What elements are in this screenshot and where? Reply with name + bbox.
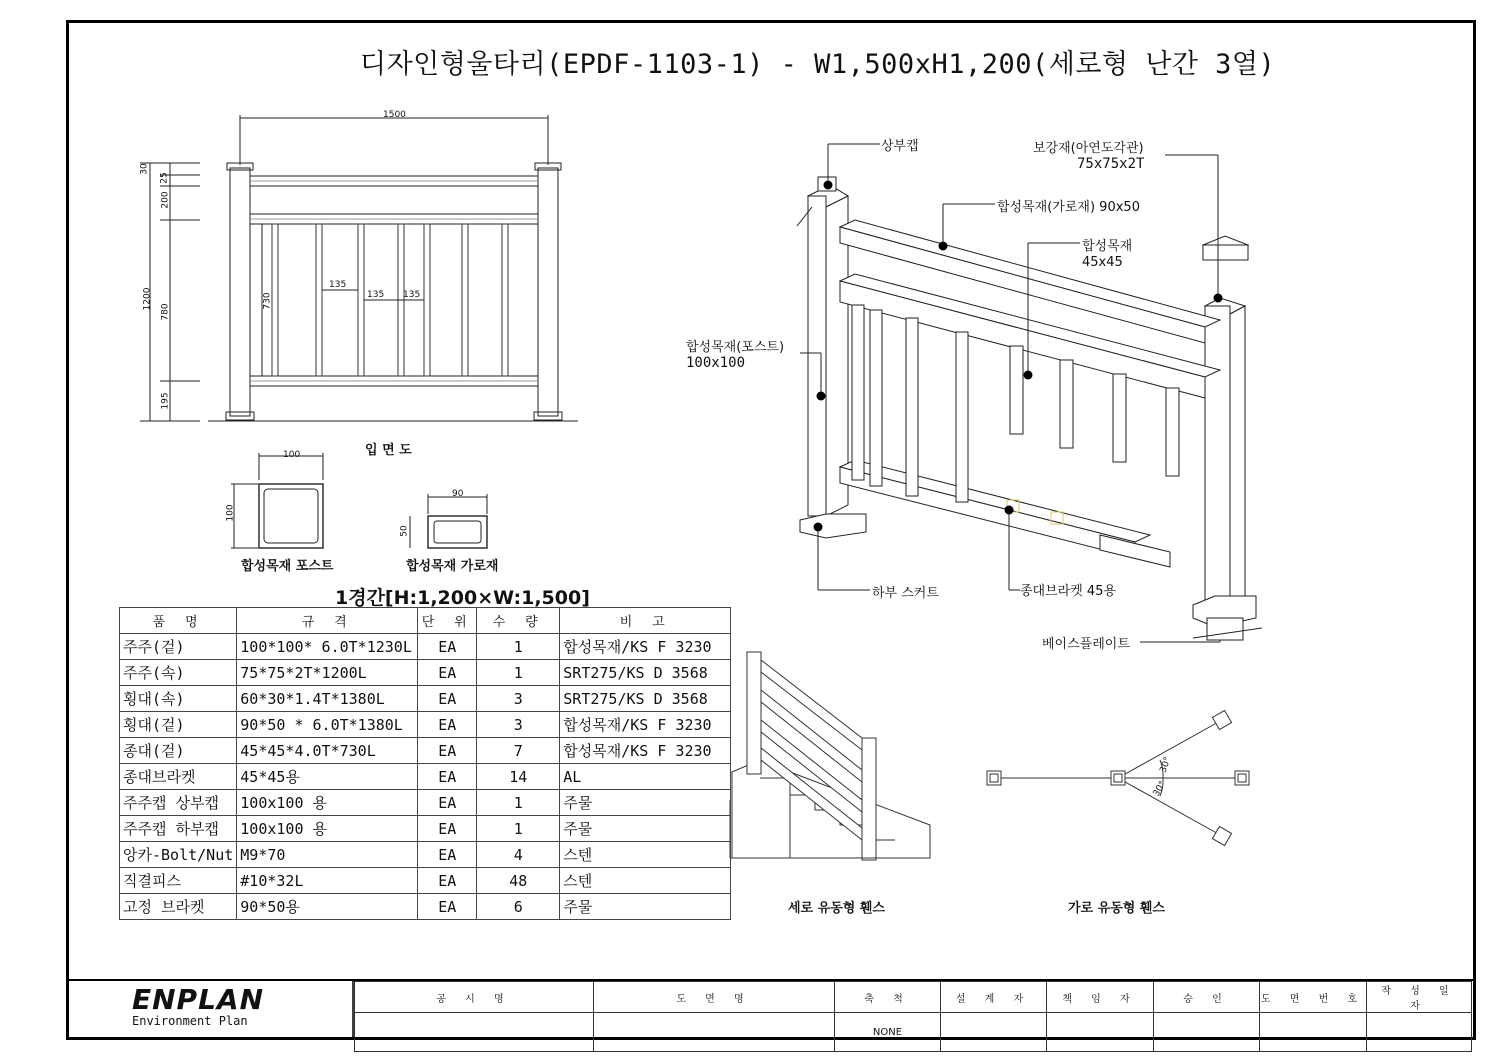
dim-195: 195 — [160, 392, 171, 410]
table-row — [120, 764, 731, 790]
label-reinforcement: 보강재(아연도각관) — [1033, 141, 1144, 156]
tb-drawing-name-value — [594, 1013, 835, 1052]
item-spec: M9*70 — [237, 842, 418, 868]
span-title: 1경간[H:1,200×W:1,500] — [335, 587, 590, 609]
label-post-size: 100x100 — [686, 355, 746, 371]
item-unit: EA — [418, 686, 477, 712]
item-name: 고정 브라켓 — [120, 894, 237, 920]
item-unit: EA — [418, 816, 477, 842]
item-qty: 48 — [477, 868, 560, 894]
dim-780: 780 — [160, 303, 171, 321]
item-spec: #10*32L — [237, 868, 418, 894]
post-section — [231, 453, 323, 548]
item-unit: EA — [418, 790, 477, 816]
item-unit: EA — [418, 894, 477, 920]
dim-width: 1500 — [383, 110, 406, 120]
item-spec: 45*45용 — [237, 764, 418, 790]
header-spec: 규 격 — [237, 608, 418, 634]
item-qty: 1 — [477, 634, 560, 660]
item-name: 앙카-Bolt/Nut — [120, 842, 237, 868]
item-name: 주주캡 상부캡 — [120, 790, 237, 816]
dim-30: 30 — [139, 163, 150, 175]
label-bracket: 종대브라켓 45용 — [1020, 584, 1117, 599]
tb-date-value — [1367, 1013, 1472, 1052]
title-block-table — [354, 981, 1472, 1052]
tb-responsible: 책 임 자 — [1047, 982, 1154, 1013]
dim-200: 200 — [160, 191, 171, 209]
item-note: 스텐 — [560, 842, 731, 868]
tb-responsible-value — [1047, 1013, 1154, 1052]
item-name: 직결피스 — [120, 868, 237, 894]
tb-approval: 승 인 — [1154, 982, 1260, 1013]
post-dim-w: 100 — [283, 450, 301, 460]
item-unit: EA — [418, 660, 477, 686]
left-post — [230, 168, 250, 416]
dim-25: 25 — [159, 172, 170, 184]
label-baluster-size: 45x45 — [1082, 255, 1123, 270]
drawing-title: 디자인형울타리(EPDF-1103-1) - W1,500xH1,200(세로형 난간 3열) — [360, 49, 1276, 80]
item-spec: 90*50용 — [237, 894, 418, 920]
tb-designer-value — [941, 1013, 1047, 1052]
rail-section — [410, 494, 487, 548]
tb-approval-value — [1154, 1013, 1260, 1052]
elevation-drawing — [140, 115, 578, 421]
label-baluster: 합성목재 — [1082, 239, 1133, 254]
item-spec: 45*45*4.0T*730L — [237, 738, 418, 764]
label-base-plate: 베이스플레이트 — [1042, 637, 1130, 652]
angle-lower: 30° — [1151, 779, 1169, 799]
item-note: AL — [560, 764, 731, 790]
item-name: 종대(겉) — [120, 738, 237, 764]
item-qty: 3 — [477, 712, 560, 738]
post-section-caption: 합성목재 포스트 — [241, 559, 334, 574]
item-note: 주물 — [560, 816, 731, 842]
item-note: 합성목재/KS F 3230 — [560, 634, 731, 660]
dim-135-b: 135 — [367, 290, 385, 300]
item-note: SRT275/KS D 3568 — [560, 660, 731, 686]
company-logo-sub: Environment Plan — [132, 1014, 248, 1028]
item-spec: 100*100* 6.0T*1230L — [237, 634, 418, 660]
item-unit: EA — [418, 764, 477, 790]
header-note: 비 고 — [560, 608, 731, 634]
item-qty: 1 — [477, 660, 560, 686]
item-unit: EA — [418, 738, 477, 764]
label-rail: 합성목재(가로재) 90x50 — [997, 200, 1140, 215]
item-note: 합성목재/KS F 3230 — [560, 738, 731, 764]
item-name: 주주(속) — [120, 660, 237, 686]
item-name: 횡대(속) — [120, 686, 237, 712]
plan-fence-drawing — [987, 710, 1249, 845]
elevation-caption: 입 면 도 — [365, 443, 412, 458]
tb-drawing-no-value — [1260, 1013, 1367, 1052]
item-note: 주물 — [560, 894, 731, 920]
stair-fence-drawing — [730, 652, 930, 860]
item-qty: 7 — [477, 738, 560, 764]
item-qty: 4 — [477, 842, 560, 868]
tb-drawing-no: 도 면 번 호 — [1260, 982, 1367, 1013]
item-spec: 60*30*1.4T*1380L — [237, 686, 418, 712]
spec-table-header — [120, 608, 731, 634]
tb-project: 공 시 명 — [355, 982, 594, 1013]
tb-date: 작 성 일 자 — [1367, 982, 1472, 1013]
header-qty: 수 량 — [477, 608, 560, 634]
post-dim-h: 100 — [225, 504, 236, 522]
header-unit: 단 위 — [418, 608, 477, 634]
table-row — [120, 816, 731, 842]
table-row — [120, 686, 731, 712]
item-name: 종대브라켓 — [120, 764, 237, 790]
tb-project-value — [355, 1013, 594, 1052]
label-top-cap: 상부캡 — [881, 139, 919, 154]
item-qty: 1 — [477, 790, 560, 816]
item-qty: 1 — [477, 816, 560, 842]
dim-135-a: 135 — [329, 280, 347, 290]
dim-135-c: 135 — [403, 290, 421, 300]
spec-table-body — [120, 634, 731, 920]
caption-vertical-fence: 세로 유동형 휀스 — [788, 901, 885, 916]
item-qty: 6 — [477, 894, 560, 920]
company-logo: ENPLAN — [132, 983, 265, 1016]
isometric-fence — [797, 144, 1262, 642]
item-spec: 100x100 용 — [237, 790, 418, 816]
item-name: 주주캡 하부캡 — [120, 816, 237, 842]
right-post — [538, 168, 558, 416]
table-row — [120, 712, 731, 738]
title-block-logo — [68, 983, 352, 1028]
angle-upper: 30° — [1158, 755, 1174, 775]
item-qty: 3 — [477, 686, 560, 712]
table-row — [120, 790, 731, 816]
item-note: 스텐 — [560, 868, 731, 894]
item-name: 주주(겉) — [120, 634, 237, 660]
item-unit: EA — [418, 868, 477, 894]
spec-table — [119, 607, 731, 920]
table-row — [120, 660, 731, 686]
dim-730: 730 — [262, 292, 273, 310]
tb-drawing-name: 도 면 명 — [594, 982, 835, 1013]
item-note: 합성목재/KS F 3230 — [560, 712, 731, 738]
header-name: 품 명 — [120, 608, 237, 634]
item-note: SRT275/KS D 3568 — [560, 686, 731, 712]
item-unit: EA — [418, 712, 477, 738]
label-reinforcement-size: 75x75x2T — [1077, 156, 1145, 172]
label-bottom-skirt: 하부 스커트 — [872, 586, 939, 601]
item-spec: 75*75*2T*1200L — [237, 660, 418, 686]
tb-designer: 설 계 자 — [941, 982, 1047, 1013]
rail-section-caption: 합성목재 가로재 — [406, 559, 499, 574]
rail-dim-h: 50 — [399, 525, 410, 537]
caption-horizontal-fence: 가로 유동형 휀스 — [1068, 901, 1165, 916]
table-row — [120, 868, 731, 894]
item-note: 주물 — [560, 790, 731, 816]
table-row — [120, 738, 731, 764]
label-post: 합성목재(포스트) — [686, 340, 785, 355]
tb-scale: 축 척 — [835, 982, 941, 1013]
rail-dim-w: 90 — [452, 489, 464, 499]
table-row — [120, 842, 731, 868]
dim-total-height: 1200 — [142, 287, 153, 311]
tb-scale-value: NONE — [835, 1013, 941, 1052]
item-name: 횡대(겉) — [120, 712, 237, 738]
table-row — [120, 894, 731, 920]
item-unit: EA — [418, 842, 477, 868]
table-row — [120, 634, 731, 660]
item-spec: 100x100 용 — [237, 816, 418, 842]
item-qty: 14 — [477, 764, 560, 790]
item-spec: 90*50 * 6.0T*1380L — [237, 712, 418, 738]
item-unit: EA — [418, 634, 477, 660]
